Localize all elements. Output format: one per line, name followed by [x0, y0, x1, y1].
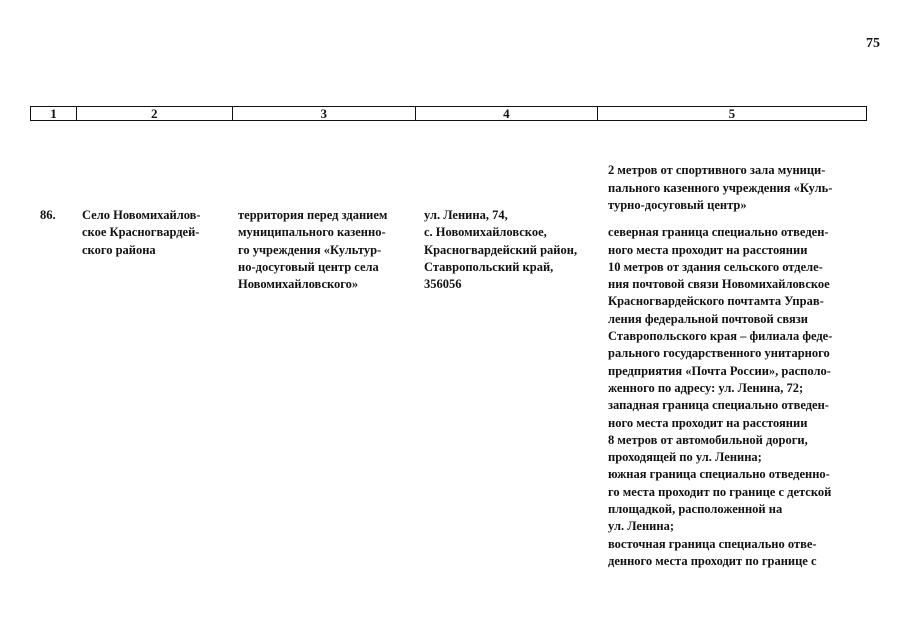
header-col-5: 5 [728, 106, 736, 121]
header-col-2: 2 [77, 107, 233, 120]
continuation-paragraph: 2 метров от спортивного зала муници- пального казенного учреждения «Куль- турно-досуговый центр» [608, 163, 833, 212]
header-col-1: 1 [31, 107, 77, 120]
place-description: территория перед зданием муниципального казенно- го учреждения «Культур- но-досуговый центр села Новомихайловского» [238, 208, 388, 292]
header-col-4: 4 [416, 107, 598, 120]
header-col-3: 3 [233, 107, 417, 120]
row-number: 86. [40, 208, 56, 222]
table-header-row [30, 106, 867, 121]
settlement-name: Село Новомихайлов- ское Красногвардей- ского района [82, 208, 201, 257]
boundaries-paragraph: северная граница специально отведен- ного места проходит на расстоянии 10 метров от здания сельского отделе- ния почтовой связи Новомихайловское Красногвардейского почтамта Управ- ления федеральной почтовой связи Ставропольского края – филиала феде- рального государственного унитарного предприятия «Почта России», располо- женного по адресу: ул. Ленина, 72; западная граница специально отведен- ного места проходит на расстоянии 8 метров от автомобильной дороги, проходящей по ул. Ленина; южная граница специально отведенно- го места проходит по границе с детской площадкой, расположенной на ул. Ленина; восточная граница специально отве- денного места проходит по границе с [608, 225, 833, 568]
page-number: 75 [866, 36, 880, 51]
boundaries-description [608, 207, 864, 588]
address: ул. Ленина, 74, с. Новомихайловское, Красногвардейский район, Ставропольский край, 356056 [424, 208, 578, 292]
